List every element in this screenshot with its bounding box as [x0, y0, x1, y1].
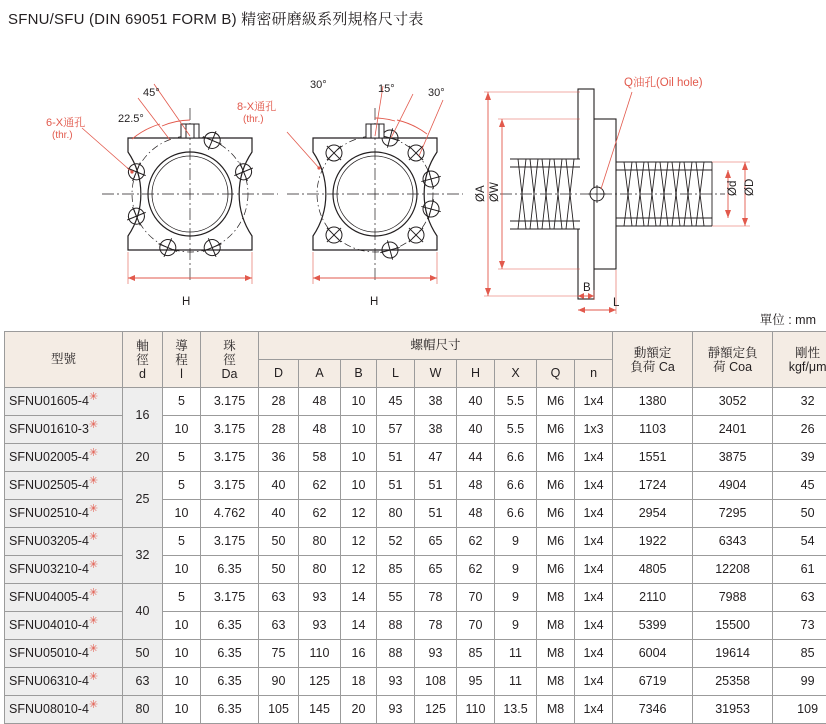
cell-static-load: 7295: [693, 500, 773, 528]
cell-model: SFNU03210-4✳: [5, 556, 123, 584]
cell-L: 93: [377, 696, 415, 724]
cell-n: 1x3: [575, 416, 613, 444]
cell-stiffness: 61: [773, 556, 826, 584]
cell-n: 1x4: [575, 612, 613, 640]
th-lead-l1: 導: [163, 339, 200, 353]
cell-D: 63: [259, 584, 299, 612]
cell-Q: M6: [537, 500, 575, 528]
cell-X: 9: [495, 556, 537, 584]
star-icon: ✳: [89, 531, 98, 543]
cell-X: 9: [495, 612, 537, 640]
svg-text:Ød: Ød: [727, 181, 739, 196]
cell-stiffness: 73: [773, 612, 826, 640]
cell-n: 1x4: [575, 528, 613, 556]
cell-stiffness: 45: [773, 472, 826, 500]
cell-H: 62: [457, 556, 495, 584]
unit-note: 單位 : mm: [760, 310, 816, 328]
cell-shaft-diameter: 20: [123, 444, 163, 472]
cell-n: 1x4: [575, 668, 613, 696]
cell-n: 1x4: [575, 640, 613, 668]
cell-Q: M8: [537, 584, 575, 612]
cell-D: 28: [259, 416, 299, 444]
cell-n: 1x4: [575, 696, 613, 724]
cell-L: 51: [377, 472, 415, 500]
th-coa-l2: 荷 Coa: [693, 360, 772, 374]
cell-X: 6.6: [495, 500, 537, 528]
cell-ball-diameter: 3.175: [201, 444, 259, 472]
cell-lead: 10: [163, 500, 201, 528]
svg-text:L: L: [613, 297, 620, 309]
svg-text:H: H: [370, 296, 378, 308]
cell-D: 40: [259, 500, 299, 528]
cell-ball-diameter: 6.35: [201, 640, 259, 668]
cell-static-load: 3052: [693, 388, 773, 416]
cell-model: SFNU01605-4✳: [5, 388, 123, 416]
cell-static-load: 6343: [693, 528, 773, 556]
cell-W: 78: [415, 612, 457, 640]
svg-text:30°: 30°: [428, 87, 445, 99]
cell-A: 93: [299, 584, 341, 612]
cell-X: 11: [495, 640, 537, 668]
cell-X: 13.5: [495, 696, 537, 724]
cell-ball-diameter: 3.175: [201, 528, 259, 556]
drawing-svg: [0, 34, 826, 314]
svg-text:8-X通孔: 8-X通孔: [237, 99, 276, 113]
cell-stiffness: 109: [773, 696, 826, 724]
cell-A: 110: [299, 640, 341, 668]
cell-L: 88: [377, 640, 415, 668]
cell-Q: M8: [537, 640, 575, 668]
table-row: [5, 696, 826, 724]
cell-lead: 5: [163, 528, 201, 556]
th-ca-l2: 負荷 Ca: [613, 360, 692, 374]
th-coa-l1: 靜額定負: [693, 346, 772, 360]
cell-dynamic-load: 6719: [613, 668, 693, 696]
th-model: 型號: [5, 332, 123, 388]
cell-stiffness: 26: [773, 416, 826, 444]
cell-H: 44: [457, 444, 495, 472]
cell-Q: M6: [537, 444, 575, 472]
cell-model: SFNU02505-4✳: [5, 472, 123, 500]
cell-W: 51: [415, 472, 457, 500]
cell-stiffness: 39: [773, 444, 826, 472]
star-icon: ✳: [89, 699, 98, 711]
cell-model: SFNU04010-4✳: [5, 612, 123, 640]
cell-W: 65: [415, 528, 457, 556]
cell-H: 40: [457, 388, 495, 416]
cell-L: 52: [377, 528, 415, 556]
cell-static-load: 19614: [693, 640, 773, 668]
table-row: [5, 444, 826, 472]
star-icon: ✳: [89, 587, 98, 599]
cell-Q: M8: [537, 668, 575, 696]
cell-B: 14: [341, 612, 377, 640]
cell-B: 12: [341, 528, 377, 556]
cell-D: 63: [259, 612, 299, 640]
cell-W: 47: [415, 444, 457, 472]
cell-static-load: 2401: [693, 416, 773, 444]
cell-lead: 10: [163, 696, 201, 724]
th-ball-l2: 徑: [201, 353, 258, 367]
cell-H: 48: [457, 472, 495, 500]
cell-n: 1x4: [575, 388, 613, 416]
table-row: [5, 584, 826, 612]
cell-D: 50: [259, 556, 299, 584]
cell-static-load: 15500: [693, 612, 773, 640]
cell-L: 51: [377, 444, 415, 472]
cell-X: 9: [495, 528, 537, 556]
cell-Q: M6: [537, 556, 575, 584]
cell-dynamic-load: 1551: [613, 444, 693, 472]
cell-A: 48: [299, 416, 341, 444]
star-icon: ✳: [89, 643, 98, 655]
cell-X: 11: [495, 668, 537, 696]
cell-static-load: 31953: [693, 696, 773, 724]
star-icon: ✳: [89, 447, 98, 459]
cell-H: 95: [457, 668, 495, 696]
cell-X: 6.6: [495, 472, 537, 500]
th-ball-diameter: [201, 332, 259, 388]
table-header: [5, 332, 826, 388]
cell-model: SFNU01610-3✳: [5, 416, 123, 444]
cell-D: 36: [259, 444, 299, 472]
table-row: [5, 472, 826, 500]
cell-dynamic-load: 1380: [613, 388, 693, 416]
svg-text:ØA: ØA: [475, 185, 487, 202]
cell-shaft-diameter: 63: [123, 668, 163, 696]
th-B: B: [341, 360, 377, 388]
star-icon: ✳: [89, 475, 98, 487]
cell-W: 65: [415, 556, 457, 584]
cell-n: 1x4: [575, 556, 613, 584]
cell-shaft-diameter: 80: [123, 696, 163, 724]
cell-H: 70: [457, 612, 495, 640]
cell-n: 1x4: [575, 584, 613, 612]
svg-text:30°: 30°: [310, 79, 327, 91]
cell-H: 85: [457, 640, 495, 668]
cell-L: 85: [377, 556, 415, 584]
th-shaft-l1: 軸: [123, 339, 162, 353]
cell-lead: 10: [163, 640, 201, 668]
cell-lead: 10: [163, 556, 201, 584]
cell-dynamic-load: 5399: [613, 612, 693, 640]
cell-lead: 10: [163, 416, 201, 444]
cell-D: 50: [259, 528, 299, 556]
th-X: X: [495, 360, 537, 388]
cell-shaft-diameter: 25: [123, 472, 163, 528]
svg-text:(thr.): (thr.): [243, 114, 264, 125]
cell-ball-diameter: 4.762: [201, 500, 259, 528]
cell-L: 57: [377, 416, 415, 444]
cell-ball-diameter: 6.35: [201, 696, 259, 724]
cell-W: 125: [415, 696, 457, 724]
table-row: [5, 640, 826, 668]
table-body: [5, 388, 826, 724]
table-row: [5, 388, 826, 416]
cell-ball-diameter: 3.175: [201, 388, 259, 416]
cell-shaft-diameter: 50: [123, 640, 163, 668]
cell-H: 62: [457, 528, 495, 556]
page-title: SFNU/SFU (DIN 69051 FORM B) 精密研磨級系列規格尺寸表: [8, 8, 424, 29]
cell-A: 58: [299, 444, 341, 472]
cell-W: 51: [415, 500, 457, 528]
th-static-load: [693, 332, 773, 388]
cell-model: SFNU02510-4✳: [5, 500, 123, 528]
cell-A: 145: [299, 696, 341, 724]
cell-n: 1x4: [575, 444, 613, 472]
cell-A: 93: [299, 612, 341, 640]
svg-text:Q油孔(Oil hole): Q油孔(Oil hole): [624, 75, 703, 89]
th-Q: Q: [537, 360, 575, 388]
th-stiffness: [773, 332, 826, 388]
cell-W: 78: [415, 584, 457, 612]
cell-dynamic-load: 1724: [613, 472, 693, 500]
th-W: W: [415, 360, 457, 388]
cell-B: 20: [341, 696, 377, 724]
cell-B: 10: [341, 444, 377, 472]
cell-L: 88: [377, 612, 415, 640]
cell-X: 9: [495, 584, 537, 612]
cell-lead: 5: [163, 444, 201, 472]
cell-A: 48: [299, 388, 341, 416]
th-ball-l1: 珠: [201, 339, 258, 353]
cell-ball-diameter: 3.175: [201, 584, 259, 612]
cell-model: SFNU08010-4✳: [5, 696, 123, 724]
cell-H: 70: [457, 584, 495, 612]
svg-text:ØW: ØW: [489, 182, 501, 202]
cell-Q: M6: [537, 388, 575, 416]
cell-model: SFNU02005-4✳: [5, 444, 123, 472]
cell-W: 93: [415, 640, 457, 668]
th-dynamic-load: [613, 332, 693, 388]
cell-dynamic-load: 2110: [613, 584, 693, 612]
th-stiff-l1: 剛性: [773, 346, 826, 360]
cell-lead: 10: [163, 668, 201, 696]
cell-ball-diameter: 3.175: [201, 472, 259, 500]
cell-Q: M6: [537, 416, 575, 444]
cell-A: 62: [299, 472, 341, 500]
cell-stiffness: 99: [773, 668, 826, 696]
cell-B: 10: [341, 388, 377, 416]
svg-text:(thr.): (thr.): [52, 130, 73, 141]
cell-ball-diameter: 3.175: [201, 416, 259, 444]
cell-D: 90: [259, 668, 299, 696]
cell-dynamic-load: 4805: [613, 556, 693, 584]
th-shaft-l2: 徑: [123, 353, 162, 367]
cell-lead: 5: [163, 584, 201, 612]
star-icon: ✳: [89, 559, 98, 571]
cell-n: 1x4: [575, 500, 613, 528]
svg-text:H: H: [182, 296, 190, 308]
cell-A: 125: [299, 668, 341, 696]
cell-X: 5.5: [495, 388, 537, 416]
cell-model: SFNU04005-4✳: [5, 584, 123, 612]
cell-H: 110: [457, 696, 495, 724]
cell-A: 80: [299, 528, 341, 556]
cell-D: 105: [259, 696, 299, 724]
cell-static-load: 3875: [693, 444, 773, 472]
cell-H: 40: [457, 416, 495, 444]
spec-table: [4, 331, 826, 724]
cell-ball-diameter: 6.35: [201, 556, 259, 584]
cell-shaft-diameter: 32: [123, 528, 163, 584]
cell-static-load: 7988: [693, 584, 773, 612]
cell-stiffness: 85: [773, 640, 826, 668]
cell-B: 12: [341, 556, 377, 584]
star-icon: ✳: [89, 615, 98, 627]
th-shaft-diameter: [123, 332, 163, 388]
cell-stiffness: 63: [773, 584, 826, 612]
table-row: [5, 528, 826, 556]
svg-text:15°: 15°: [378, 83, 395, 95]
th-D: D: [259, 360, 299, 388]
th-shaft-l3: d: [123, 367, 162, 381]
th-L: L: [377, 360, 415, 388]
cell-A: 80: [299, 556, 341, 584]
cell-Q: M6: [537, 472, 575, 500]
cell-B: 10: [341, 416, 377, 444]
star-icon: ✳: [89, 391, 98, 403]
cell-W: 38: [415, 388, 457, 416]
star-icon: ✳: [89, 419, 98, 431]
dimension-drawings: [0, 34, 826, 314]
svg-text:B: B: [583, 282, 591, 294]
th-A: A: [299, 360, 341, 388]
cell-dynamic-load: 7346: [613, 696, 693, 724]
th-H: H: [457, 360, 495, 388]
cell-W: 108: [415, 668, 457, 696]
cell-ball-diameter: 6.35: [201, 612, 259, 640]
cell-stiffness: 50: [773, 500, 826, 528]
cell-X: 5.5: [495, 416, 537, 444]
th-nut-dimensions: 螺帽尺寸: [259, 332, 613, 360]
star-icon: ✳: [89, 671, 98, 683]
cell-D: 75: [259, 640, 299, 668]
cell-dynamic-load: 1103: [613, 416, 693, 444]
cell-L: 55: [377, 584, 415, 612]
table-row: [5, 668, 826, 696]
cell-D: 40: [259, 472, 299, 500]
cell-B: 14: [341, 584, 377, 612]
cell-A: 62: [299, 500, 341, 528]
cell-static-load: 4904: [693, 472, 773, 500]
cell-Q: M6: [537, 528, 575, 556]
cell-L: 93: [377, 668, 415, 696]
cell-W: 38: [415, 416, 457, 444]
cell-n: 1x4: [575, 472, 613, 500]
cell-ball-diameter: 6.35: [201, 668, 259, 696]
svg-text:ØD: ØD: [744, 179, 756, 196]
th-n: n: [575, 360, 613, 388]
cell-B: 12: [341, 500, 377, 528]
cell-L: 80: [377, 500, 415, 528]
cell-B: 16: [341, 640, 377, 668]
cell-model: SFNU05010-4✳: [5, 640, 123, 668]
cell-lead: 5: [163, 388, 201, 416]
th-ball-l3: Da: [201, 367, 258, 381]
cell-B: 18: [341, 668, 377, 696]
cell-dynamic-load: 1922: [613, 528, 693, 556]
th-lead: [163, 332, 201, 388]
star-icon: ✳: [89, 503, 98, 515]
cell-D: 28: [259, 388, 299, 416]
cell-stiffness: 32: [773, 388, 826, 416]
cell-model: SFNU06310-4✳: [5, 668, 123, 696]
cell-X: 6.6: [495, 444, 537, 472]
svg-text:6-X通孔: 6-X通孔: [46, 115, 85, 129]
cell-lead: 5: [163, 472, 201, 500]
cell-model: SFNU03205-4✳: [5, 528, 123, 556]
svg-text:45°: 45°: [143, 87, 160, 99]
cell-shaft-diameter: 40: [123, 584, 163, 640]
cell-static-load: 25358: [693, 668, 773, 696]
cell-L: 45: [377, 388, 415, 416]
cell-static-load: 12208: [693, 556, 773, 584]
cell-Q: M8: [537, 612, 575, 640]
cell-H: 48: [457, 500, 495, 528]
cell-stiffness: 54: [773, 528, 826, 556]
cell-Q: M8: [537, 696, 575, 724]
cell-shaft-diameter: 16: [123, 388, 163, 444]
th-stiff-l2: kgf/μm: [773, 360, 826, 374]
th-ca-l1: 動額定: [613, 346, 692, 360]
svg-text:22.5°: 22.5°: [118, 113, 144, 125]
cell-B: 10: [341, 472, 377, 500]
cell-lead: 10: [163, 612, 201, 640]
th-lead-l3: l: [163, 367, 200, 381]
th-lead-l2: 程: [163, 353, 200, 367]
cell-dynamic-load: 6004: [613, 640, 693, 668]
cell-dynamic-load: 2954: [613, 500, 693, 528]
